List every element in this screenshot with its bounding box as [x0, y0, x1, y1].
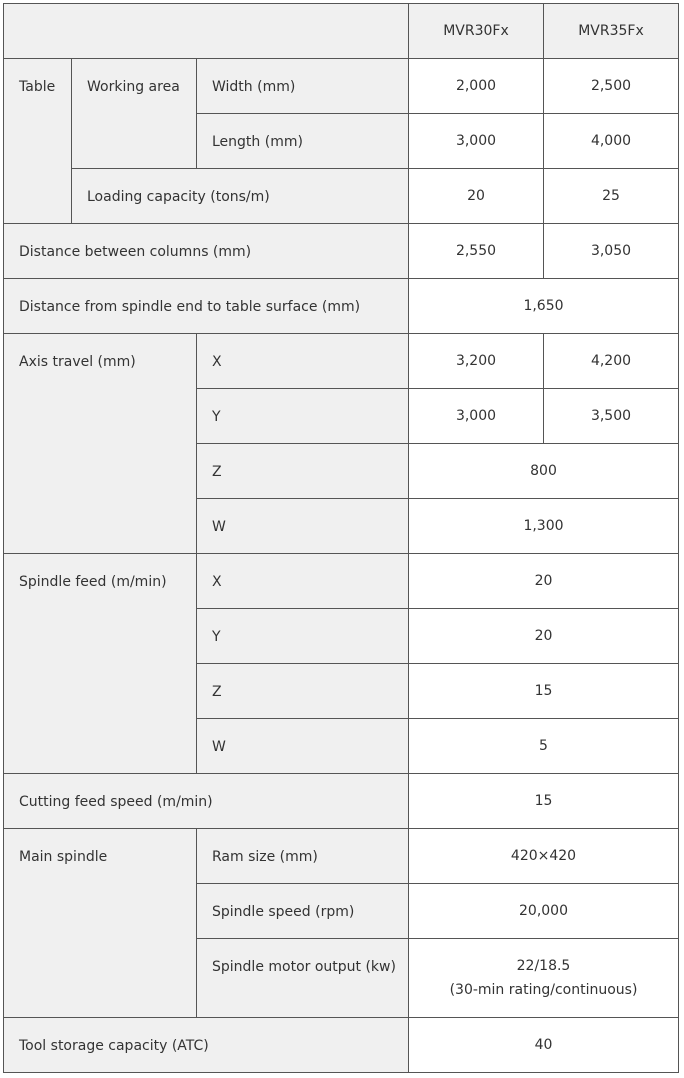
cutting-feed-value: 15 [409, 774, 679, 829]
axis-x-model1: 3,200 [409, 334, 544, 389]
axis-y-model2: 3,500 [544, 389, 679, 444]
axis-z-label: Z [197, 444, 409, 499]
ram-size-value: 420×420 [409, 829, 679, 884]
spindle-motor-value-line2: (30-min rating/continuous) [449, 982, 638, 998]
feed-w-label: W [197, 719, 409, 774]
length-value-model2: 4,000 [544, 114, 679, 169]
axis-y-model1: 3,000 [409, 389, 544, 444]
working-area-label: Working area [72, 59, 197, 169]
table-row [4, 829, 679, 884]
axis-w-label: W [197, 499, 409, 554]
axis-travel-label: Axis travel (mm) [4, 334, 197, 554]
axis-x-model2: 4,200 [544, 334, 679, 389]
loading-value-model2: 25 [544, 169, 679, 224]
table-row [4, 334, 679, 389]
header-corner [4, 4, 409, 59]
axis-z-value: 800 [409, 444, 679, 499]
feed-z-label: Z [197, 664, 409, 719]
spindle-motor-value-line1: 22/18.5 [516, 958, 571, 974]
tool-storage-value: 40 [409, 1018, 679, 1073]
axis-y-label: Y [197, 389, 409, 444]
distance-columns-model2: 3,050 [544, 224, 679, 279]
main-spindle-label: Main spindle [4, 829, 197, 1018]
length-label: Length (mm) [197, 114, 409, 169]
column-header-model1: MVR30Fx [409, 4, 544, 59]
distance-columns-model1: 2,550 [409, 224, 544, 279]
length-value-model1: 3,000 [409, 114, 544, 169]
table-group-label: Table [4, 59, 72, 224]
column-header-model2: MVR35Fx [544, 4, 679, 59]
feed-y-label: Y [197, 609, 409, 664]
width-value-model2: 2,500 [544, 59, 679, 114]
table-row [4, 169, 679, 224]
spindle-feed-label: Spindle feed (m/min) [4, 554, 197, 774]
spindle-motor-value [409, 939, 679, 1018]
feed-y-value: 20 [409, 609, 679, 664]
distance-spindle-label: Distance from spindle end to table surface (mm) [4, 279, 409, 334]
spindle-speed-value: 20,000 [409, 884, 679, 939]
table-row [4, 774, 679, 829]
tool-storage-label: Tool storage capacity (ATC) [4, 1018, 409, 1073]
table-row [4, 554, 679, 609]
feed-w-value: 5 [409, 719, 679, 774]
loading-value-model1: 20 [409, 169, 544, 224]
distance-spindle-value: 1,650 [409, 279, 679, 334]
spindle-speed-label: Spindle speed (rpm) [197, 884, 409, 939]
feed-x-value: 20 [409, 554, 679, 609]
table-row [4, 59, 679, 114]
width-label: Width (mm) [197, 59, 409, 114]
table-row [4, 279, 679, 334]
cutting-feed-label: Cutting feed speed (m/min) [4, 774, 409, 829]
spec-table [3, 3, 679, 1073]
feed-z-value: 15 [409, 664, 679, 719]
axis-w-value: 1,300 [409, 499, 679, 554]
table-row [4, 224, 679, 279]
width-value-model1: 2,000 [409, 59, 544, 114]
feed-x-label: X [197, 554, 409, 609]
spindle-motor-label: Spindle motor output (kw) [197, 939, 409, 1018]
header-row [4, 4, 679, 59]
loading-capacity-label: Loading capacity (tons/m) [72, 169, 409, 224]
distance-columns-label: Distance between columns (mm) [4, 224, 409, 279]
axis-x-label: X [197, 334, 409, 389]
table-row [4, 1018, 679, 1073]
ram-size-label: Ram size (mm) [197, 829, 409, 884]
